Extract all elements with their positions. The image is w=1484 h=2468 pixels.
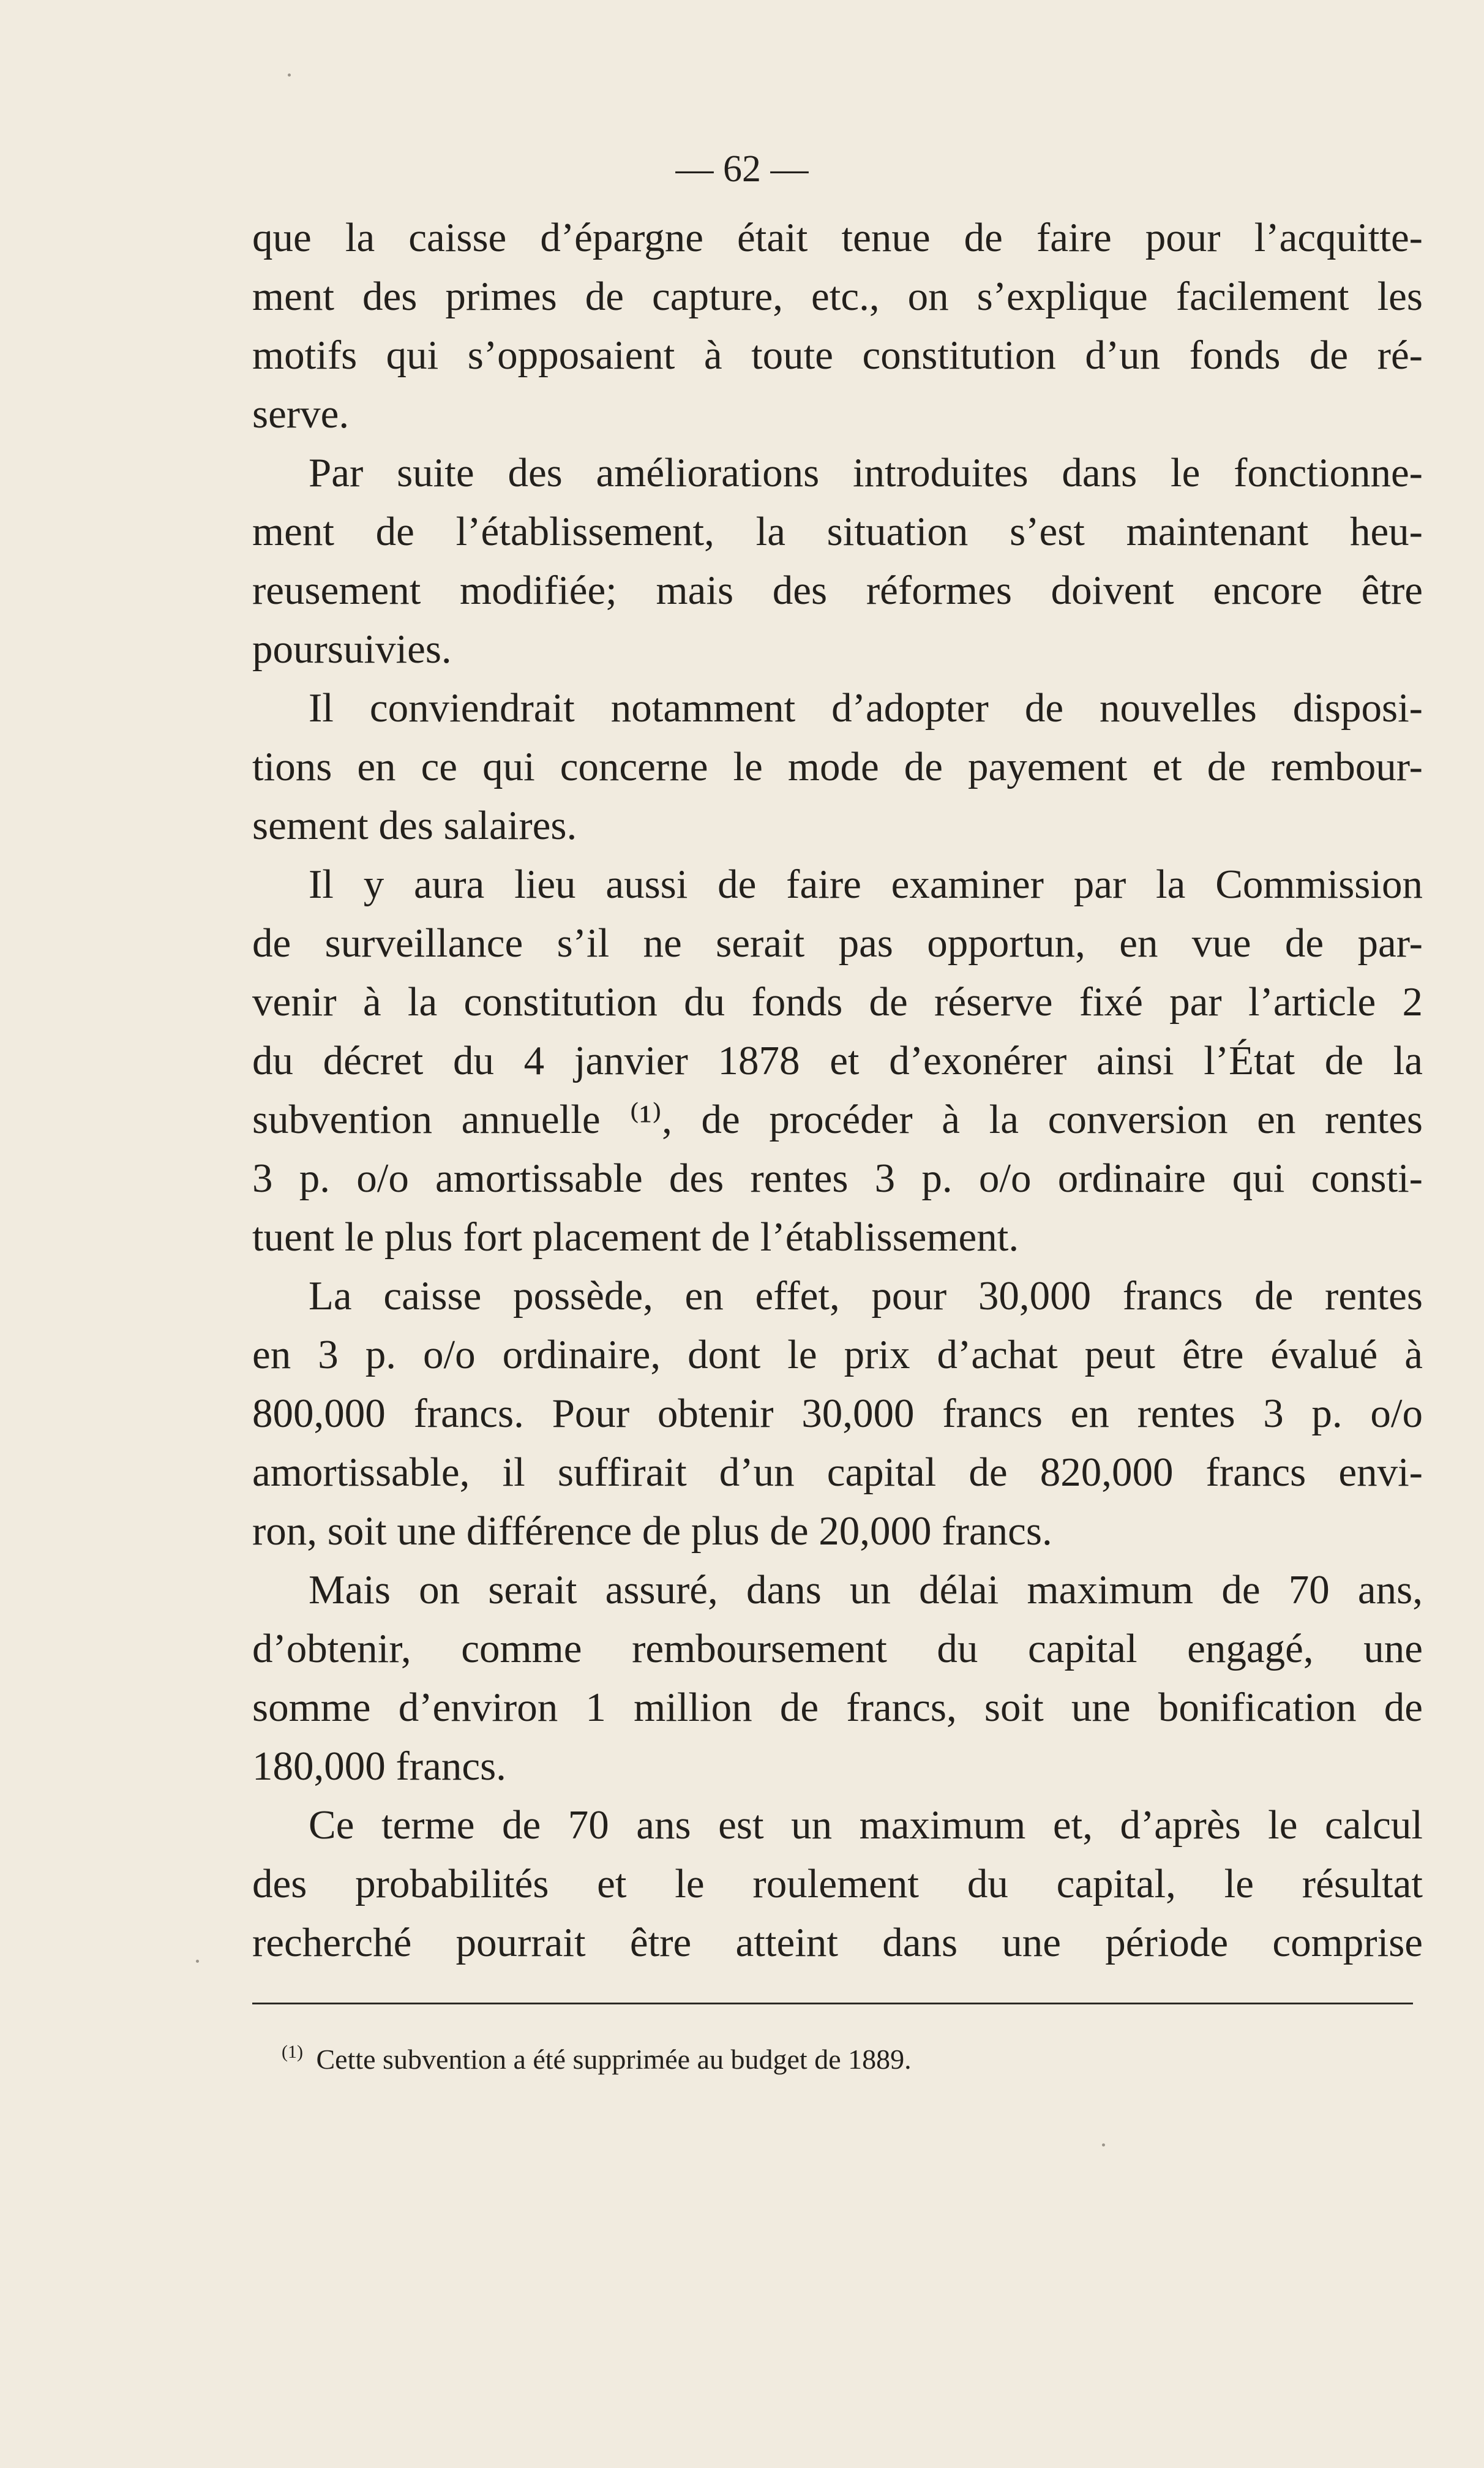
text-line: Ce terme de 70 ans est un maximum et, d’après le calcul	[309, 1802, 1423, 1848]
text-line: du décret du 4 janvier 1878 et d’exonérer ainsi l’État de la	[252, 1038, 1423, 1083]
text-line: subvention annuelle ⁽¹⁾, de procéder à la conversion en rentes	[252, 1097, 1423, 1142]
footnote-divider	[252, 2003, 1413, 2004]
text-line: venir à la constitution du fonds de réserve fixé par l’article 2	[252, 979, 1423, 1025]
text-line: 3 p. o/o amortissable des rentes 3 p. o/o ordinaire qui consti-	[252, 1156, 1423, 1201]
footnote	[282, 2031, 912, 2081]
text-line: Il conviendrait notamment d’adopter de nouvelles disposi-	[309, 685, 1423, 731]
body-text	[252, 208, 1423, 1972]
text-line: Il y aura lieu aussi de faire examiner par la Commission	[309, 862, 1423, 907]
text-line: de surveillance s’il ne serait pas opportun, en vue de par-	[252, 920, 1423, 966]
page-number: — 62 —	[675, 148, 809, 190]
text-line: La caisse possède, en effet, pour 30,000 francs de rentes	[309, 1273, 1423, 1319]
text-line: 180,000 francs.	[252, 1744, 506, 1789]
text-line: ron, soit une différence de plus de 20,000 francs.	[252, 1508, 1052, 1554]
text-line: recherché pourrait être atteint dans une période comprise	[252, 1920, 1423, 1965]
text-line: serve.	[252, 391, 350, 437]
text-line: des probabilités et le roulement du capital, le résultat	[252, 1861, 1423, 1906]
text-line: Par suite des améliorations introduites dans le fonctionne-	[309, 450, 1423, 495]
text-line: tuent le plus fort placement de l’établissement.	[252, 1214, 1019, 1260]
text-line: sement des salaires.	[252, 803, 577, 848]
text-line: ment des primes de capture, etc., on s’explique facilement les	[252, 274, 1423, 319]
paper-speck	[196, 1960, 199, 1963]
text-line: d’obtenir, comme remboursement du capital engagé, une	[252, 1626, 1423, 1671]
text-line: que la caisse d’épargne était tenue de faire pour l’acquitte-	[252, 215, 1423, 260]
text-line: tions en ce qui concerne le mode de payement et de rembour-	[252, 744, 1423, 789]
text-line: en 3 p. o/o ordinaire, dont le prix d’achat peut être évalué à	[252, 1332, 1423, 1377]
text-line: 800,000 francs. Pour obtenir 30,000 francs en rentes 3 p. o/o	[252, 1391, 1423, 1436]
paper-speck	[1102, 2143, 1105, 2146]
text-line: somme d’environ 1 million de francs, soit une bonification de	[252, 1685, 1423, 1730]
text-line: poursuivies.	[252, 626, 452, 672]
text-line: reusement modifiée; mais des réformes doivent encore être	[252, 568, 1423, 613]
text-line: Mais on serait assuré, dans un délai maximum de 70 ans,	[309, 1567, 1423, 1612]
text-line: amortissable, il suffirait d’un capital de 820,000 francs envi-	[252, 1450, 1423, 1495]
footnote-text: Cette subvention a été supprimée au budget de 1889.	[316, 2044, 912, 2075]
footnote-marker: (1)	[282, 2042, 303, 2062]
text-line: motifs qui s’opposaient à toute constitution d’un fonds de ré-	[252, 333, 1423, 378]
text-line: ment de l’établissement, la situation s’est maintenant heu-	[252, 509, 1423, 554]
paper-speck	[288, 73, 291, 77]
